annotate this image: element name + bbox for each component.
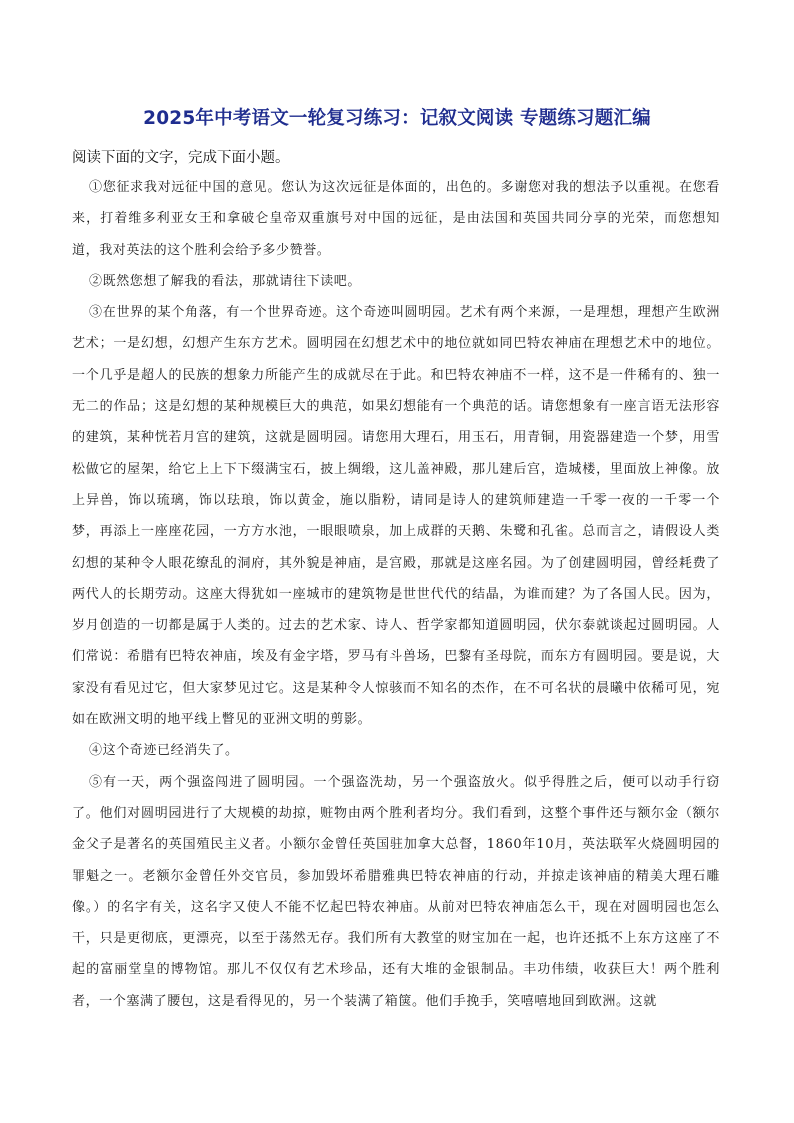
paragraph-1: ①您征求我对远征中国的意见。您认为这次远征是体面的，出色的。多谢您对我的想法予以重视。在您看来，打着维多利亚女王和拿破仑皇帝双重旗号对中国的远征，是由法国和英国共同分享的光荣，而您想知道，我对英法的这个胜利会给予多少赞誉。 (72, 180, 720, 258)
paragraph-2: ②既然您想了解我的看法，那就请往下读吧。 (89, 273, 362, 289)
article-body (72, 172, 720, 1017)
paragraph-3: ③在世界的某个角落，有一个世界奇迹。这个奇迹叫圆明园。艺术有两个来源，一是理想，理想产生欧洲艺术；一是幻想，幻想产生东方艺术。圆明园在幻想艺术中的地位就如同巴特农神庙在理想艺术中的地位。一个几乎是超人的民族的想象力所能产生的成就尽在于此。和巴特农神庙不一样，这不是一件稀有的、独一无二的作品；这是幻想的某种规模巨大的典范，如果幻想能有一个典范的话。请您想象有一座言语无法形容的建筑，某种恍若月宫的建筑，这就是圆明园。请您用大理石，用玉石，用青铜，用瓷器建造一个梦，用雪松做它的屋架，给它上上下下缀满宝石，披上绸缎，这儿盖神殿，那儿建后宫，造城楼，里面放上神像。放上异兽，饰以琉璃，饰以珐琅，饰以黄金，施以脂粉，请同是诗人的建筑师建造一千零一夜的一千零一个梦，再添上一座座花园，一方方水池，一眼眼喷泉，加上成群的天鹅、朱鹭和孔雀。总而言之，请假设人类幻想的某种令人眼花缭乱的洞府，其外貌是神庙，是宫殿，那就是这座名园。为了创建圆明园，曾经耗费了两代人的长期劳动。这座大得犹如一座城市的建筑物是世世代代的结晶，为谁而建？为了各国人民。因为，岁月创造的一切都是属于人类的。过去的艺术家、诗人、哲学家都知道圆明园，伏尔泰就谈起过圆明园。人们常说：希腊有巴特农神庙，埃及有金字塔，罗马有斗兽场，巴黎有圣母院，而东方有圆明园。要是说，大家没有看见过它，但大家梦见过它。这是某种令人惊骇而不知名的杰作，在不可名状的晨曦中依稀可见，宛如在欧洲文明的地平线上瞥见的亚洲文明的剪影。 (72, 305, 720, 728)
reading-instruction: 阅读下面的文字，完成下面小题。 (72, 150, 290, 166)
document-title: 2025年中考语文一轮复习练习：记叙文阅读 专题练习题汇编 (143, 108, 651, 129)
paragraph-5: ⑤有一天，两个强盗闯进了圆明园。一个强盗洗劫，另一个强盗放火。似乎得胜之后，便可以动手行窃了。他们对圆明园进行了大规模的劫掠，赃物由两个胜利者均分。我们看到，这整个事件还与额尔金（额尔金父子是著名的英国殖民主义者。小额尔金曾任英国驻加拿大总督，1860年10月，英法联军火烧圆明园的罪魁之一。老额尔金曾任外交官员，参加毁坏希腊雅典巴特农神庙的行动，并掠走该神庙的精美大理石雕像。）的名字有关，这名字又使人不能不忆起巴特农神庙。从前对巴特农神庙怎么干，现在对圆明园也怎么干，只是更彻底，更漂亮，以至于荡然无存。我们所有大教堂的财宝加在一起，也许还抵不上东方这座了不起的富丽堂皇的博物馆。那儿不仅仅有艺术珍品，还有大堆的金银制品。丰功伟绩，收获巨大！两个胜利者，一个塞满了腰包，这是看得见的，另一个装满了箱箧。他们手挽手，笑嘻嘻地回到欧洲。这就 (72, 774, 720, 1009)
paragraph-4: ④这个奇迹已经消失了。 (89, 743, 239, 759)
